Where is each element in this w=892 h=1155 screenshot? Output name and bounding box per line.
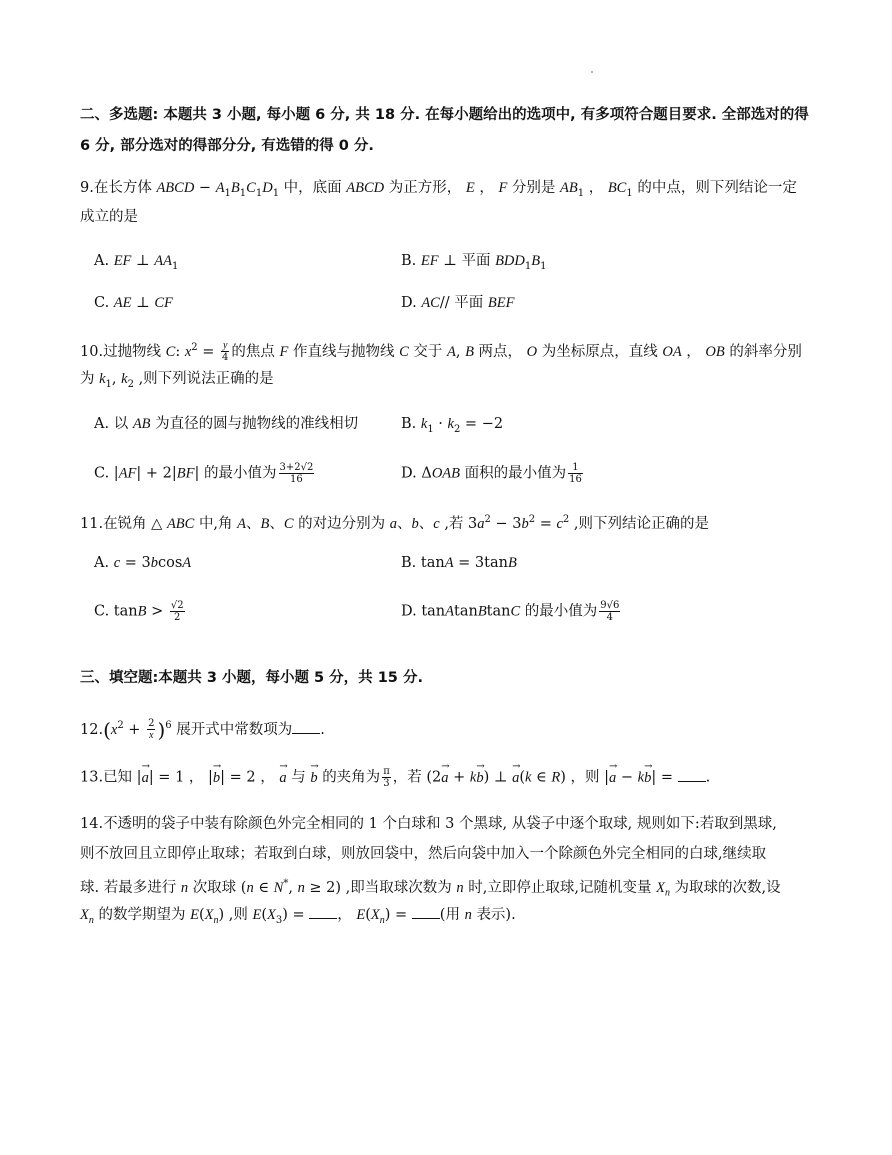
question-13: 13.已知 |→ a| = 1 ， |→ b| = 2 ， → a 与 → b 的夹角为 $\frac{\pi}{3}$ ，若 (2→ a + k→ b) ⊥ → a(k ∈ R) ，则 |→ a − k→ b| = . bbox=[80, 766, 710, 789]
q13-text: ，则 bbox=[570, 769, 600, 786]
section-multi-choice-header: 二、多选题: 本题共 3 小题, 每小题 6 分, 共 18 分. 在每小题给出的选项中, 有多项符合题目要求. 全部选对的得 bbox=[80, 107, 809, 123]
q14-text: 表示). bbox=[476, 907, 516, 923]
q9-text: 为正方形， bbox=[388, 180, 462, 196]
q11-text: 中,角 bbox=[198, 515, 233, 532]
q13-text: ，若 bbox=[392, 769, 422, 786]
question-number: 13. bbox=[80, 769, 104, 786]
q10-text: 的斜率分别 bbox=[729, 343, 802, 360]
q9-text: 的中点，则下列结论一定 bbox=[637, 180, 797, 196]
question-9-cont: 成立的是 bbox=[80, 209, 138, 225]
fraction: $\frac{\pi}{3}$ bbox=[383, 766, 390, 789]
option-label: C. bbox=[94, 603, 110, 620]
q13-text: 已知 bbox=[103, 769, 133, 786]
q10-text: 交于 bbox=[413, 343, 443, 360]
option-text: 的最小值为 bbox=[524, 603, 598, 620]
q14-text: 的数学期望为 bbox=[98, 907, 186, 923]
question-10: 10.过抛物线 C: $x^2$ = $\frac{y}{4}$ 的焦点 F 作直线与抛物线 C 交于 A, B 两点， O 为坐标原点，直线 OA ， OB 的斜率分别 bbox=[80, 340, 802, 364]
fraction: $\frac{3+2√2}{16}$ bbox=[279, 462, 314, 485]
question-14-line4: $X_n$ 的数学期望为 $E(X_n)$ ,则 $E(X_3)$ = ， $E(X_n)$ = (用 n 表示). bbox=[80, 907, 516, 926]
option-label: D. bbox=[401, 465, 417, 482]
question-number: 12. bbox=[80, 721, 104, 738]
q9-option-a: A. EF ⊥ $AA_1$ bbox=[94, 253, 179, 272]
option-label: B. bbox=[401, 555, 417, 571]
option-label: A. bbox=[94, 253, 110, 269]
option-label: C. bbox=[94, 465, 110, 482]
option-text: 平面 bbox=[461, 253, 491, 269]
q11-text: 的对边分别为 bbox=[298, 515, 386, 532]
fraction: $\frac{2}{x}$ bbox=[148, 718, 155, 742]
question-11: 11.在锐角 △ ABC 中,角 A、B、C 的对边分别为 a、b、c ,若 $3a^2 - 3b^2 = c^2$ ,则下列结论正确的是 bbox=[80, 514, 710, 532]
q9-text: 分别是 bbox=[511, 180, 556, 196]
question-14 bbox=[80, 814, 777, 834]
option-text: 平面 bbox=[454, 295, 484, 311]
q9-option-b: B. EF ⊥ 平面 $BDD_1B_1$ bbox=[401, 253, 547, 272]
q10-text: ,则下列说法正确的是 bbox=[138, 371, 274, 387]
option-label: B. bbox=[401, 416, 417, 432]
q12-text: . bbox=[320, 721, 325, 738]
option-text: 面积的最小值为 bbox=[464, 465, 567, 482]
q14-text: ,即当取球次数为 bbox=[345, 879, 452, 896]
question-number: 14. bbox=[80, 816, 104, 832]
q14-text: ,则 bbox=[228, 907, 248, 923]
q14-text: 不透明的袋子中装有除颜色外完全相同的 1 个白球和 3 个黑球, 从袋子中逐个取球, 规则如下:若取到黑球, bbox=[103, 816, 777, 832]
q10-option-c: C. |AF| + 2|BF| 的最小值为 $\frac{3+2√2}{16}$ bbox=[94, 462, 314, 485]
q14-text: 球. 若最多进行 bbox=[80, 879, 177, 896]
q9-text: 中，底面 bbox=[283, 180, 342, 196]
answer-blank[interactable] bbox=[292, 721, 320, 734]
q11-text: ,则下列结论正确的是 bbox=[573, 515, 710, 532]
question-number: 10. bbox=[80, 343, 104, 360]
fraction: $\frac{9√6}{4}$ bbox=[600, 600, 620, 623]
q13-text: . bbox=[705, 769, 711, 786]
q10-text: 作直线与抛物线 bbox=[292, 343, 395, 360]
scan-dot bbox=[591, 71, 593, 73]
answer-blank[interactable] bbox=[678, 769, 706, 782]
q10-option-a: A. 以 AB 为直径的圆与抛物线的准线相切 bbox=[94, 416, 359, 432]
q11-text: 在锐角 bbox=[103, 515, 147, 532]
option-text: 的最小值为 bbox=[204, 465, 277, 482]
section-fill-blank-header: 三、填空题:本题共 3 小题，每小题 5 分，共 15 分. bbox=[80, 670, 423, 686]
q9-option-d: D. AC// 平面 BEF bbox=[401, 295, 515, 311]
option-label: A. bbox=[94, 555, 110, 571]
q10-text: 两点， bbox=[478, 343, 523, 360]
q11-option-b: B. tanA = 3tanB bbox=[401, 555, 517, 571]
q10-text: 的焦点 bbox=[231, 343, 275, 360]
q12-text: 展开式中常数项为 bbox=[176, 721, 293, 738]
option-label: B. bbox=[401, 253, 417, 269]
question-10-cont: 为 $k_1$, $k_2$ ,则下列说法正确的是 bbox=[80, 371, 274, 390]
q10-text: 过抛物线 bbox=[103, 343, 162, 360]
question-14-line2: 则不放回且立即停止取球；若取到白球，则放回袋中，然后向袋中加入一个除颜色外完全相同的白球,继续取 bbox=[80, 846, 767, 862]
q10-option-b: B. $k_1 \cdot k_2 = -2$ bbox=[401, 416, 504, 435]
q13-text: 的夹角为 bbox=[322, 769, 381, 786]
question-14-line3: 球. 若最多进行 n 次取球 (n ∈ N*, n ≥ 2) ,即当取球次数为 n 时,立即停止取球,记随机变量 $X_n$ 为取球的次数,设 bbox=[80, 878, 781, 899]
question-number: 9. bbox=[80, 180, 94, 196]
section-multi-choice-header-cont: 6 分, 部分选对的得部分分, 有选错的得 0 分. bbox=[80, 138, 374, 154]
q10-text: 为 bbox=[80, 371, 95, 387]
q11-option-c: C. tanB > $\frac{√2}{2}$ bbox=[94, 600, 184, 623]
q14-text: 次取球 bbox=[192, 879, 237, 896]
option-label: D. bbox=[401, 603, 417, 620]
q11-option-a: A. c = 3bcosA bbox=[94, 555, 192, 571]
question-9: 9.在长方体 ABCD − $A_1B_1C_1D_1$ 中，底面 ABCD 为正方形， E ， F 分别是 $AB_1$ ， $BC_1$ 的中点，则下列结论一定 bbox=[80, 180, 797, 199]
q11-text: ,若 bbox=[444, 515, 464, 532]
fraction: $\frac{y}{4}$ bbox=[222, 340, 229, 364]
q9-option-c: C. AE ⊥ CF bbox=[94, 295, 173, 311]
fraction: $\frac{√2}{2}$ bbox=[170, 600, 184, 623]
q10-text: 为坐标原点，直线 bbox=[541, 343, 658, 360]
option-label: D. bbox=[401, 295, 417, 311]
q10-option-d: D. ΔOAB 面积的最小值为 $\frac{1}{16}$ bbox=[401, 462, 582, 485]
q13-text: 与 bbox=[291, 769, 306, 786]
question-number: 11. bbox=[80, 515, 104, 532]
question-12: $12.(x^2$ + $\frac{2}{x}$ )$^6$ 展开式中常数项为 . bbox=[80, 717, 325, 742]
q14-text: 时,立即停止取球,记随机变量 bbox=[468, 879, 652, 896]
q14-text: (用 bbox=[439, 907, 460, 923]
q14-text: 为取球的次数,设 bbox=[674, 879, 781, 896]
fraction: $\frac{1}{16}$ bbox=[569, 462, 582, 485]
q9-text: 在长方体 bbox=[93, 180, 152, 196]
option-label: A. 以 bbox=[94, 416, 129, 432]
option-text: 为直径的圆与抛物线的准线相切 bbox=[155, 416, 359, 432]
answer-blank[interactable] bbox=[412, 906, 440, 919]
answer-blank[interactable] bbox=[309, 906, 337, 919]
q11-option-d: D. tanAtanBtanC 的最小值为 $\frac{9√6}{4}$ bbox=[401, 600, 620, 623]
option-label: C. bbox=[94, 295, 110, 311]
